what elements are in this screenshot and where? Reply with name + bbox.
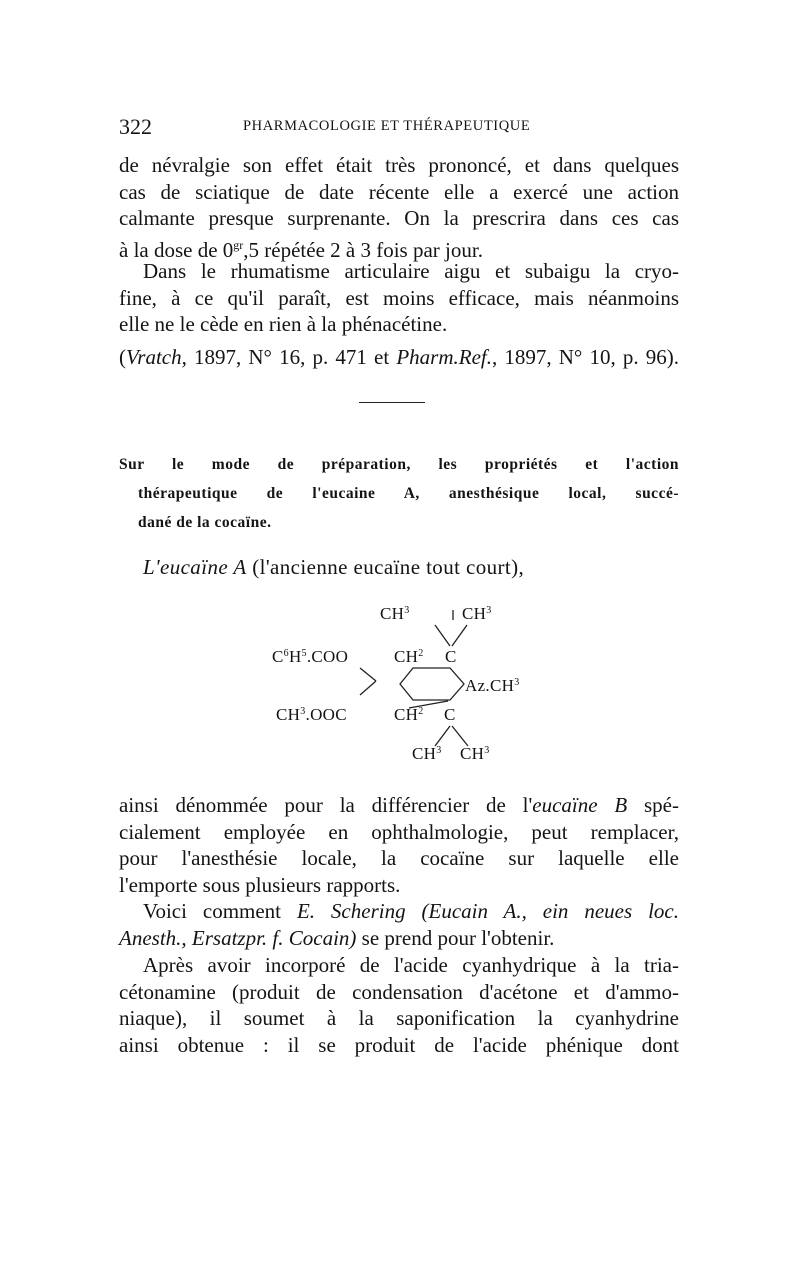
text-line: cas de sciatique de date récente elle a exercé une action xyxy=(119,179,679,204)
group-ch2-top: $CH^2$ xyxy=(394,647,424,666)
paragraph-intro xyxy=(119,554,599,581)
paragraph-rheumatism xyxy=(119,258,679,338)
running-header xyxy=(119,114,679,140)
text-line: fine, à ce qu'il paraît, est moins efficace, mais néanmoins xyxy=(119,285,679,310)
chemical-formula xyxy=(260,598,560,778)
heading-line: dané de la cocaïne. xyxy=(138,514,272,531)
text-line: ainsi obtenue : il se produit de l'acide phénique dont xyxy=(119,1032,679,1057)
text-line: Voici comment E. Schering (Eucain A., ein neues loc. xyxy=(143,899,679,923)
group-ch3-top-left: $CH^3$ xyxy=(380,604,410,623)
group-ch3-top-right: $CH^3$ xyxy=(462,604,492,623)
paragraph-preparation xyxy=(119,952,679,1058)
text-line: pour l'anesthésie locale, la cocaïne sur laquelle elle xyxy=(119,846,679,870)
heading-line: thérapeutique de l'eucaine A, anesthésique local, succé- xyxy=(138,485,679,502)
group-ch3-bottom-left: $CH^3$ xyxy=(412,744,442,763)
text-line: Anesth., Ersatzpr. f. Cocain) se prend pour l'obtenir. xyxy=(119,925,555,950)
paragraph-schering xyxy=(119,898,679,951)
atom-c-bottom: C xyxy=(444,705,456,724)
text-line: calmante presque surprenante. On la prescrira dans ces cas xyxy=(119,206,679,230)
text-line: L'eucaïne A (l'ancienne eucaïne tout court), xyxy=(143,555,525,579)
group-methoxycarbonyl: $CH^3.OOC$ xyxy=(276,705,347,724)
running-title: PHARMACOLOGIE ET THÉRAPEUTIQUE xyxy=(243,118,531,134)
text-line: (Vratch, 1897, N° 16, p. 471 et Pharm.Ref., 1897, N° 10, p. 96). xyxy=(119,345,680,369)
heading-line: Sur le mode de préparation, les propriétés et l'action xyxy=(119,456,679,473)
text-line: à la dose de $0^{gr},5$ répétée 2 à 3 fois par jour. xyxy=(119,237,483,262)
text-line: Dans le rhumatisme articulaire aigu et subaigu la cryo- xyxy=(143,259,679,283)
group-ch2-bottom: $CH^2$ xyxy=(394,705,424,724)
section-heading xyxy=(119,450,679,537)
text-line: de névralgie son effet était très prononcé, et dans quelques xyxy=(119,153,679,177)
text-line: cétonamine (produit de condensation d'acétone et d'ammo- xyxy=(119,979,679,1004)
text-line: cialement employée en ophthalmologie, peut remplacer, xyxy=(119,819,679,844)
paragraph-neuralgia xyxy=(119,152,679,263)
page-number: 322 xyxy=(119,114,152,139)
text-line: niaque), il soumet à la saponification la cyanhydrine xyxy=(119,1006,679,1030)
group-az-ch3: $Az.CH^3$ xyxy=(465,676,520,695)
section-divider xyxy=(359,402,425,403)
text-line: ainsi dénommée pour la différencier de l'eucaïne B spé- xyxy=(119,793,679,817)
group-benzoyloxy: $C^6H^5.COO$ xyxy=(272,647,349,666)
group-ch3-bottom-right: $CH^3$ xyxy=(460,744,490,763)
atom-c-top: C xyxy=(445,647,457,666)
text-line: Après avoir incorporé de l'acide cyanhydrique à la tria- xyxy=(143,953,679,977)
text-line: l'emporte sous plusieurs rapports. xyxy=(119,872,401,897)
reference-citation xyxy=(119,344,679,371)
paragraph-eucaine-b xyxy=(119,792,679,898)
text-line: elle ne le cède en rien à la phénacétine. xyxy=(119,312,448,336)
